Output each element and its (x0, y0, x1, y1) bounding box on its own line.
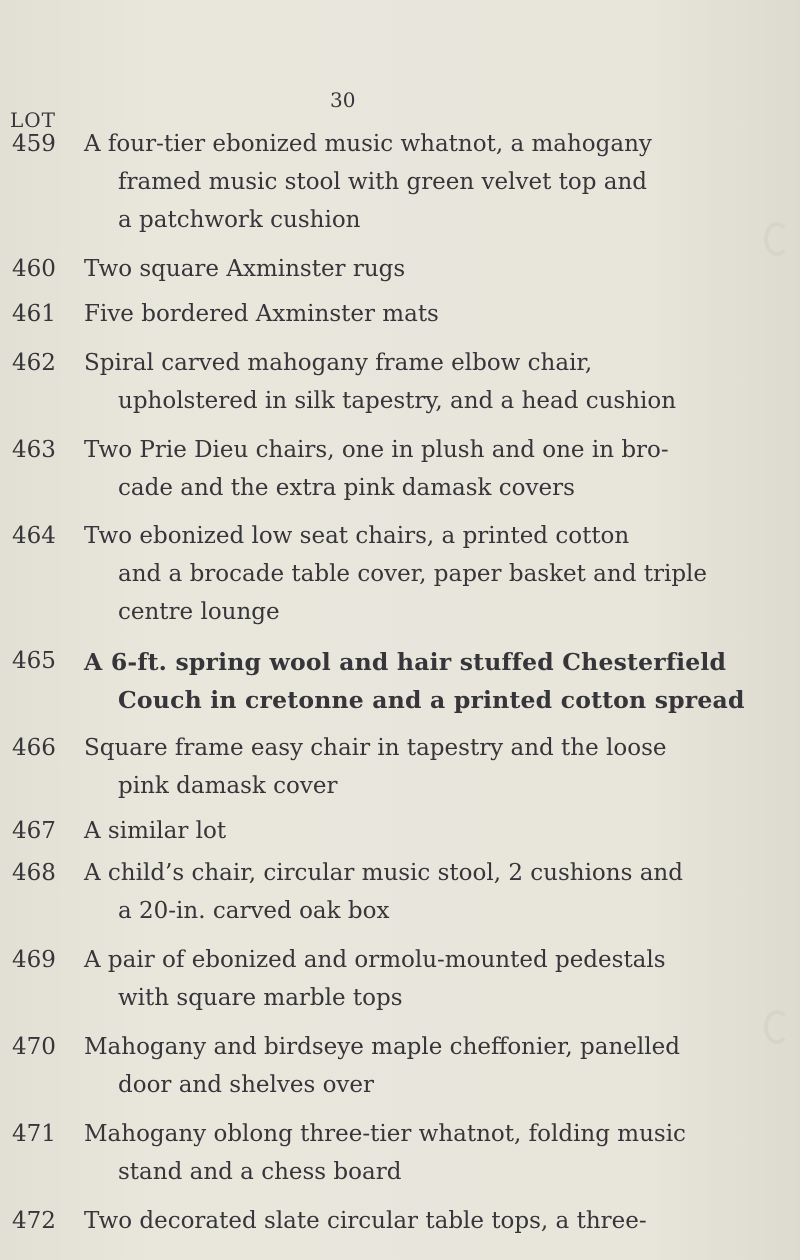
lot-description-line: Couch in cretonne and a printed cotton spread (118, 686, 745, 714)
lot-description-line: Two square Axminster rugs (84, 256, 406, 282)
lot-description-line: framed music stool with green velvet top and (118, 169, 648, 195)
lot-description-line: cade and the extra pink damask covers (118, 475, 575, 501)
lot-description-line: Two ebonized low seat chairs, a printed cotton (84, 523, 630, 549)
lot-description-line: and a brocade table cover, paper basket and triple (118, 561, 708, 587)
lot-number: 460 (12, 256, 56, 282)
lot-description-line: stand and a chess board (118, 1159, 402, 1185)
lot-description-line: A pair of ebonized and ormolu-mounted pedestals (84, 947, 666, 973)
lot-number: 469 (12, 947, 56, 973)
page-edge-mark (764, 222, 790, 256)
lot-description-line: upholstered in silk tapestry, and a head cushion (118, 388, 677, 414)
lot-description-line: Two decorated slate circular table tops, a three- (84, 1208, 647, 1234)
lot-number: 470 (12, 1034, 56, 1060)
lot-description-line: door and shelves over (118, 1072, 375, 1098)
page-edge-mark (764, 1010, 790, 1044)
page-number: 30 (330, 88, 356, 112)
lot-description-line: pink damask cover (118, 773, 338, 799)
lot-description-line: Two Prie Dieu chairs, one in plush and one in bro- (84, 437, 669, 463)
lot-description-line: A child’s chair, circular music stool, 2 cushions and (84, 860, 683, 886)
lot-description-line: A 6-ft. spring wool and hair stuffed Chesterfield (84, 648, 727, 676)
lot-number: 464 (12, 523, 56, 549)
lot-number: 468 (12, 860, 56, 886)
lot-description-line: Mahogany and birdseye maple cheffonier, panelled (84, 1034, 680, 1060)
lot-description-line: Five bordered Axminster mats (84, 301, 439, 327)
lot-description-line: Square frame easy chair in tapestry and the loose (84, 735, 667, 761)
lot-number: 462 (12, 350, 56, 376)
lot-number: 463 (12, 437, 56, 463)
lot-description-line: Mahogany oblong three-tier whatnot, folding music (84, 1121, 686, 1147)
lot-number: 461 (12, 301, 56, 327)
lot-number: 471 (12, 1121, 56, 1147)
lot-description-line: a patchwork cushion (118, 207, 361, 233)
lot-number: 472 (12, 1208, 56, 1234)
lot-description-line: with square marble tops (118, 985, 403, 1011)
lot-column-header: LOT (10, 108, 57, 132)
lot-number: 465 (12, 648, 56, 674)
lot-description-line: A similar lot (84, 818, 227, 844)
lot-description-line: a 20-in. carved oak box (118, 898, 390, 924)
lot-number: 466 (12, 735, 56, 761)
lot-number: 459 (12, 131, 56, 157)
lot-description-line: A four-tier ebonized music whatnot, a mahogany (84, 131, 652, 157)
lot-description-line: centre lounge (118, 599, 280, 625)
lot-number: 467 (12, 818, 56, 844)
lot-description-line: Spiral carved mahogany frame elbow chair, (84, 350, 593, 376)
